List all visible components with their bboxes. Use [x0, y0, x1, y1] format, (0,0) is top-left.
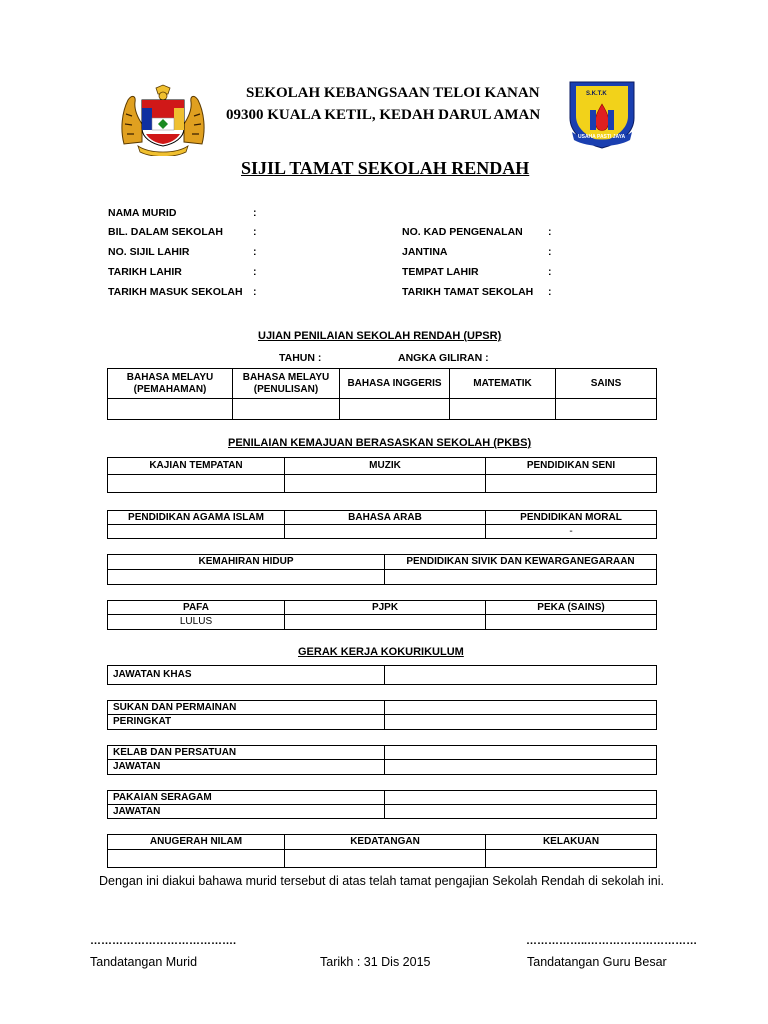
school-logo-motto: USAHA PASTI JAYA	[578, 134, 626, 140]
pkbs-value-peka	[486, 615, 657, 630]
pkbs-table-1	[107, 457, 657, 493]
upsr-title: UJIAN PENILAIAN SEKOLAH RENDAH (UPSR)	[258, 330, 502, 342]
header-kelakuan: KELAKUAN	[486, 835, 657, 850]
label-peringkat: PERINGKAT	[108, 715, 385, 730]
koku-cell	[385, 746, 657, 760]
label-sukan: SUKAN DAN PERMAINAN	[108, 701, 385, 715]
colon: :	[253, 226, 257, 238]
pkbs-value-bahasa-arab	[285, 525, 486, 539]
pkbs-cell	[108, 475, 285, 493]
koku-cell	[385, 715, 657, 730]
upsr-table	[107, 368, 657, 420]
upsr-header-bm-penulisan: BAHASA MELAYU (PENULISAN)	[233, 369, 340, 399]
koku-cell	[385, 791, 657, 805]
label-tarikh-masuk-sekolah: TARIKH MASUK SEKOLAH	[108, 286, 243, 298]
pkbs-cell	[108, 570, 385, 585]
pkbs-table-2	[107, 510, 657, 539]
koku-title: GERAK KERJA KOKURIKULUM	[298, 646, 464, 658]
pkbs-table-3	[107, 554, 657, 585]
pkbs-value-pendidikan-moral: -	[486, 525, 657, 539]
school-logo-top-text: S.K.T.K	[586, 91, 607, 97]
pkbs-header-agama-islam: PENDIDIKAN AGAMA ISLAM	[108, 511, 285, 525]
label-kelab: KELAB DAN PERSATUAN	[108, 746, 385, 760]
pkbs-cell	[385, 570, 657, 585]
koku-table-jawatan-khas	[107, 665, 657, 685]
pkbs-value-agama-islam	[108, 525, 285, 539]
pkbs-value-pjpk	[285, 615, 486, 630]
koku-cell	[385, 805, 657, 819]
colon: :	[548, 226, 552, 238]
upsr-grade-cell	[108, 399, 233, 420]
label-tarikh-tamat-sekolah: TARIKH TAMAT SEKOLAH	[402, 286, 534, 298]
upsr-header-matematik: MATEMATIK	[450, 369, 556, 399]
upsr-grade-cell	[233, 399, 340, 420]
colon: :	[548, 286, 552, 298]
pkbs-header-pendidikan-moral: PENDIDIKAN MORAL	[486, 511, 657, 525]
label-pakaian-seragam: PAKAIAN SERAGAM	[108, 791, 385, 805]
label-tahun: TAHUN :	[279, 352, 322, 364]
koku-cell	[385, 666, 657, 685]
pkbs-header-kajian-tempatan: KAJIAN TEMPATAN	[108, 458, 285, 475]
label-bil-dalam-sekolah: BIL. DALAM SEKOLAH	[108, 226, 223, 238]
label-jawatan-kelab: JAWATAN	[108, 760, 385, 775]
label-angka-giliran: ANGKA GILIRAN :	[398, 352, 489, 364]
label-no-sijil-lahir: NO. SIJIL LAHIR	[108, 246, 190, 258]
koku-table-final	[107, 834, 657, 868]
pkbs-header-pjpk: PJPK	[285, 601, 486, 615]
colon: :	[253, 286, 257, 298]
pkbs-header-sivik: PENDIDIKAN SIVIK DAN KEWARGANEGARAAN	[385, 555, 657, 570]
koku-table-sukan	[107, 700, 657, 730]
pkbs-header-kemahiran-hidup: KEMAHIRAN HIDUP	[108, 555, 385, 570]
label-tempat-lahir: TEMPAT LAHIR	[402, 266, 479, 278]
label-jawatan-khas: JAWATAN KHAS	[108, 666, 385, 685]
upsr-grade-cell	[450, 399, 556, 420]
label-jawatan-pakaian: JAWATAN	[108, 805, 385, 819]
koku-cell	[108, 850, 285, 868]
label-tarikh-lahir: TARIKH LAHIR	[108, 266, 182, 278]
signature-line-student: ………………………………….	[90, 935, 237, 947]
pkbs-title: PENILAIAN KEMAJUAN BERASASKAN SEKOLAH (PKBS)	[228, 437, 532, 449]
colon: :	[253, 246, 257, 258]
label-tandatangan-guru-besar: Tandatangan Guru Besar	[527, 955, 667, 969]
pkbs-header-muzik: MUZIK	[285, 458, 486, 475]
label-tandatangan-murid: Tandatangan Murid	[90, 955, 198, 969]
pkbs-table-4	[107, 600, 657, 630]
coat-of-arms-icon	[118, 84, 208, 156]
label-jantina: JANTINA	[402, 246, 448, 258]
upsr-grade-cell	[340, 399, 450, 420]
colon: :	[548, 266, 552, 278]
upsr-header-sains: SAINS	[556, 369, 657, 399]
school-name: SEKOLAH KEBANGSAAN TELOI KANAN	[246, 85, 540, 101]
koku-cell	[486, 850, 657, 868]
school-address: 09300 KUALA KETIL, KEDAH DARUL AMAN	[226, 107, 541, 123]
certificate-title: SIJIL TAMAT SEKOLAH RENDAH	[241, 158, 530, 178]
header-kedatangan: KEDATANGAN	[285, 835, 486, 850]
declaration-text: Dengan ini diakui bahawa murid tersebut di atas telah tamat pengajian Sekolah Rendah di sekolah ini.	[99, 874, 664, 888]
signature-line-head: ……………..…………………………	[526, 935, 698, 947]
koku-cell	[385, 760, 657, 775]
upsr-header-bi: BAHASA INGGERIS	[340, 369, 450, 399]
header-anugerah-nilam: ANUGERAH NILAM	[108, 835, 285, 850]
koku-table-pakaian	[107, 790, 657, 819]
koku-cell	[385, 701, 657, 715]
koku-cell	[285, 850, 486, 868]
pkbs-header-peka: PEKA (SAINS)	[486, 601, 657, 615]
upsr-grade-cell	[556, 399, 657, 420]
pkbs-cell	[285, 475, 486, 493]
pkbs-header-pafa: PAFA	[108, 601, 285, 615]
upsr-header-bm-pemahaman: BAHASA MELAYU (PEMAHAMAN)	[108, 369, 233, 399]
colon: :	[253, 207, 257, 219]
pkbs-value-pafa: LULUS	[108, 615, 285, 630]
pkbs-header-pendidikan-seni: PENDIDIKAN SENI	[486, 458, 657, 475]
colon: :	[253, 266, 257, 278]
colon: :	[548, 246, 552, 258]
pkbs-header-bahasa-arab: BAHASA ARAB	[285, 511, 486, 525]
label-no-kad-pengenalan: NO. KAD PENGENALAN	[402, 226, 523, 238]
label-nama-murid: NAMA MURID	[108, 207, 177, 219]
issue-date: Tarikh : 31 Dis 2015	[320, 955, 431, 969]
pkbs-cell	[486, 475, 657, 493]
koku-table-kelab	[107, 745, 657, 775]
